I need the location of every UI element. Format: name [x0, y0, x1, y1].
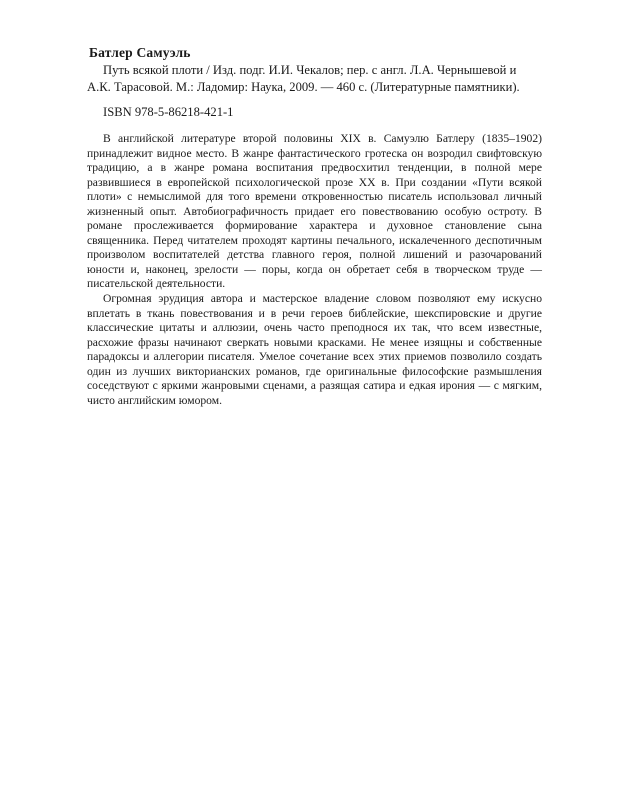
annotation-paragraph-1: В английской литературе второй половины XIX в. Самуэлю Батлеру (1835–1902) принадлежит видное место. В жанре фантастического гротеска он возродил свифтовскую традицию, а в жанре романа воспитания предвосхитил тенденции, в полной мере развившиеся в европейской психологической прозе XX в. При создании «Пути всякой плоти» с немыслимой для того времени откровенностью писатель использовал личный жизненный опыт. Автобиографичность придает его повествованию особую остроту. В романе прослеживается формирование характера и духовное становление сына священника. Перед читателем проходят картины печального, искалеченного деспотичным произволом воспитателей детства главного героя, полной лишений и разочарований юности и, наконец, зрелости — поры, когда он обретает себя в творческом труде — писательской деятельности.: [87, 132, 542, 291]
bibliographic-description: [87, 62, 542, 95]
author-name: Батлер Самуэль: [89, 45, 191, 60]
book-annotation: [87, 45, 542, 408]
bib-line-2: А.К. Тарасовой. М.: Ладомир: Наука, 2009. — 460 с. (Литературные памятники).: [87, 79, 520, 94]
annotation-paragraph-2: Огромная эрудиция автора и мастерское владение словом позволяют ему искусно вплетать в ткань повествования и в речи героев библейские, шекспировские и другие классические цитаты и аллюзии, очень часто преподнося их так, что всем известные, расхожие фразы начинают сверкать новыми красками. Не менее изящны и собственные парадоксы и аллегории писателя. Умелое сочетание всех этих приемов позволило создать один из лучших викторианских романов, где оригинальные философские размышления соседствуют с яркими жанровыми сценами, а разящая сатира и едкая ирония — с мягким, чисто английским юмором.: [87, 292, 542, 407]
isbn: ISBN 978-5-86218-421-1: [103, 105, 234, 119]
bib-line-1: Путь всякой плоти / Изд. подг. И.И. Чекалов; пер. с англ. Л.А. Чернышевой и: [103, 63, 517, 77]
